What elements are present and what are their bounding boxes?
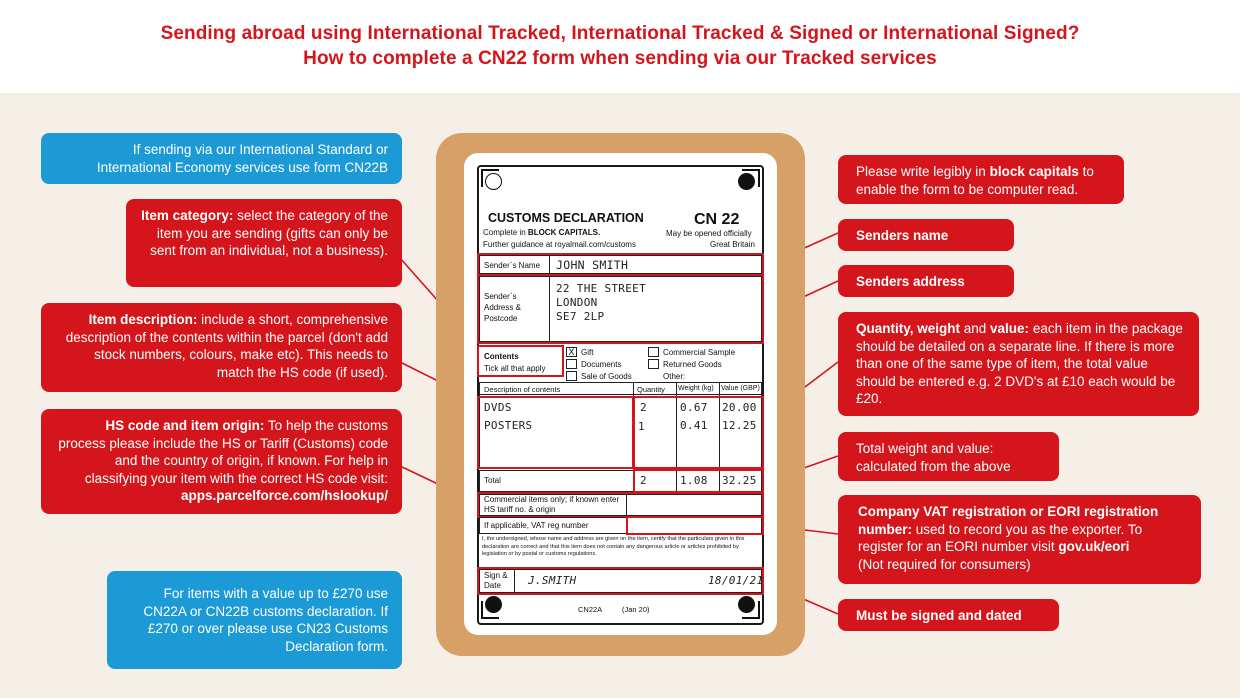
- corner-mark-icon: [481, 169, 499, 187]
- total-quantity[interactable]: 2: [640, 474, 647, 487]
- corner-mark-icon: [742, 601, 760, 619]
- form-instruction-bold: BLOCK CAPITALS.: [527, 228, 601, 237]
- row-2-description[interactable]: POSTERS: [484, 419, 533, 432]
- hs-tariff-label: Commercial items only; if known enter HS tariff no. & origin: [484, 495, 620, 514]
- item-category-title: Item category:: [141, 208, 234, 223]
- hs-tariff-highlight: [477, 492, 764, 518]
- col-weight: Weight (kg): [678, 385, 714, 392]
- signed-dated-label: Must be signed and dated: [856, 608, 1022, 623]
- item-category-body: select the category of the item you are sending (gifts can only be sent from an individual, not a business).: [150, 208, 388, 258]
- sign-date-highlight: [477, 567, 764, 595]
- total-weight[interactable]: 1.08: [680, 474, 708, 487]
- form-footer-code: CN22A: [578, 605, 603, 614]
- sender-name-value[interactable]: JOHN SMITH: [556, 258, 629, 272]
- signed-dated-note: [838, 599, 1059, 631]
- sender-name-highlight: [477, 253, 764, 276]
- subheadline: How to complete a CN22 form when sending via our Tracked services: [303, 48, 937, 69]
- row-2-weight[interactable]: 0.41: [680, 419, 708, 432]
- qwv-bold-2: value:: [990, 321, 1030, 336]
- senders-address-label: Senders address: [856, 274, 965, 289]
- commercial-label: Commercial Sample: [663, 348, 736, 357]
- block-capitals-post: to enable the form to be computer read.: [856, 164, 1094, 197]
- hs-code-note: [41, 409, 402, 514]
- col-value: Value (GBP): [721, 385, 760, 392]
- documents-label: Documents: [581, 360, 622, 369]
- block-capitals-pre: Please write legibly in: [856, 164, 990, 179]
- quantity-weight-value-note: [838, 312, 1199, 416]
- block-capitals-note: [838, 155, 1124, 204]
- value-threshold-note: [107, 571, 402, 669]
- vat-highlight: [626, 516, 764, 535]
- hs-code-title: HS code and item origin:: [105, 418, 265, 433]
- total-label: Total: [484, 476, 501, 485]
- address-line-3[interactable]: SE7 2LP: [556, 310, 605, 323]
- commercial-checkbox[interactable]: [648, 347, 659, 357]
- vat-eori-note: [838, 495, 1201, 584]
- vat-eori-title: Company VAT registration or EORI registration number:: [858, 504, 1159, 537]
- form-title: CUSTOMS DECLARATION: [488, 211, 644, 225]
- gift-label: Gift: [581, 348, 594, 357]
- form-instruction-pre: Complete in: [483, 228, 528, 237]
- qwv-bold-1: Quantity, weight: [856, 321, 960, 336]
- sender-address-label: Sender`s Address & Postcode: [484, 292, 521, 323]
- form-country: Great Britain: [710, 240, 755, 249]
- item-description-body: include a short, comprehensive description of the contents within the parcel (don't add stock numbers, colours, make etc). This needs to match the HS code (if used).: [65, 312, 388, 380]
- signature[interactable]: J.SMITH: [528, 574, 577, 587]
- tick-label: Tick all that apply: [484, 364, 546, 373]
- senders-address-note: [838, 265, 1014, 297]
- sale-label: Sale of Goods: [581, 372, 632, 381]
- page-header: [0, 0, 1240, 93]
- standard-services-note: [41, 133, 402, 184]
- row-1-quantity[interactable]: 2: [640, 401, 647, 414]
- headline: Sending abroad using International Tracked, International Tracked & Signed or International Signed?: [160, 23, 1080, 44]
- address-line-2[interactable]: LONDON: [556, 296, 598, 309]
- totals-note: [838, 432, 1059, 481]
- col-description: Description of contents: [484, 385, 561, 394]
- col-quantity: Quantity: [637, 385, 665, 394]
- sender-address-highlight: [477, 274, 764, 344]
- sign-date-label: Sign & Date: [484, 571, 508, 590]
- vat-eori-body: used to record you as the exporter. To register for an EORI number visit: [858, 521, 1143, 554]
- vat-eori-tail: (Not required for consumers): [858, 556, 1031, 572]
- row-2-quantity[interactable]: 1: [638, 420, 645, 433]
- returned-label: Returned Goods: [663, 360, 722, 369]
- qwv-and: and: [960, 321, 991, 336]
- qwv-body: each item in the package should be detailed on a separate line. If there is more than one of the same type of item, the total value should be entered e.g. 2 DVD's at £10 each would be £20.: [856, 321, 1183, 406]
- total-value[interactable]: 32.25: [722, 474, 757, 487]
- quantity-weight-value-highlight: [633, 396, 764, 469]
- form-code: CN 22: [694, 211, 740, 228]
- form-instruction: [483, 228, 600, 237]
- item-description-title: Item description:: [88, 312, 198, 327]
- description-highlight: [477, 396, 634, 469]
- block-capitals-bold: block capitals: [989, 164, 1079, 179]
- hs-lookup-link[interactable]: apps.parcelforce.com/hslookup/: [180, 488, 388, 503]
- row-1-weight[interactable]: 0.67: [680, 401, 708, 414]
- row-1-description[interactable]: DVDS: [484, 401, 512, 414]
- returned-checkbox[interactable]: [648, 359, 659, 369]
- gift-checkbox[interactable]: X: [566, 347, 577, 357]
- totals-text: Total weight and value: calculated from the above: [856, 441, 1011, 474]
- row-2-value[interactable]: 12.25: [722, 419, 757, 432]
- senders-name-note: [838, 219, 1014, 251]
- vat-label: If applicable, VAT reg number: [484, 521, 589, 530]
- item-category-note: [126, 199, 402, 287]
- corner-mark-icon: [481, 601, 499, 619]
- totals-highlight: [633, 469, 764, 493]
- declaration-text: I, the undersigned, whose name and address are given on the item, certify that the particulars given in this declaration are correct and that this item does not contain any dangerous article or articles prohibited by legislation or by postal or customs regulations.: [482, 536, 745, 557]
- sign-date[interactable]: 18/01/21: [708, 574, 764, 587]
- address-line-1[interactable]: 22 THE STREET: [556, 282, 646, 295]
- corner-mark-icon: [742, 169, 760, 187]
- contents-label: Contents: [484, 352, 519, 361]
- value-threshold-text: For items with a value up to £270 use CN22A or CN22B customs declaration. If £270 or over please use CN23 Customs Declaration form.: [143, 586, 388, 654]
- hs-code-body: To help the customs process please include the HS or Tariff (Customs) code and the country of origin, if known. For help in classifying your item with the correct HS code visit:: [58, 418, 388, 486]
- standard-services-text: If sending via our International Standard or International Economy services use form CN22B: [96, 142, 388, 175]
- eori-link[interactable]: gov.uk/eori: [1058, 539, 1130, 554]
- form-footer-date: (Jan 20): [622, 605, 650, 614]
- form-guidance: Further guidance at royalmail.com/customs: [483, 240, 636, 249]
- form-opened: May be opened officially: [666, 229, 752, 238]
- sender-name-label: Sender`s Name: [484, 261, 541, 270]
- senders-name-label: Senders name: [856, 228, 949, 243]
- row-1-value[interactable]: 20.00: [722, 401, 757, 414]
- sale-checkbox[interactable]: [566, 371, 577, 381]
- documents-checkbox[interactable]: [566, 359, 577, 369]
- item-description-note: [41, 303, 402, 392]
- other-label: Other:: [663, 372, 686, 381]
